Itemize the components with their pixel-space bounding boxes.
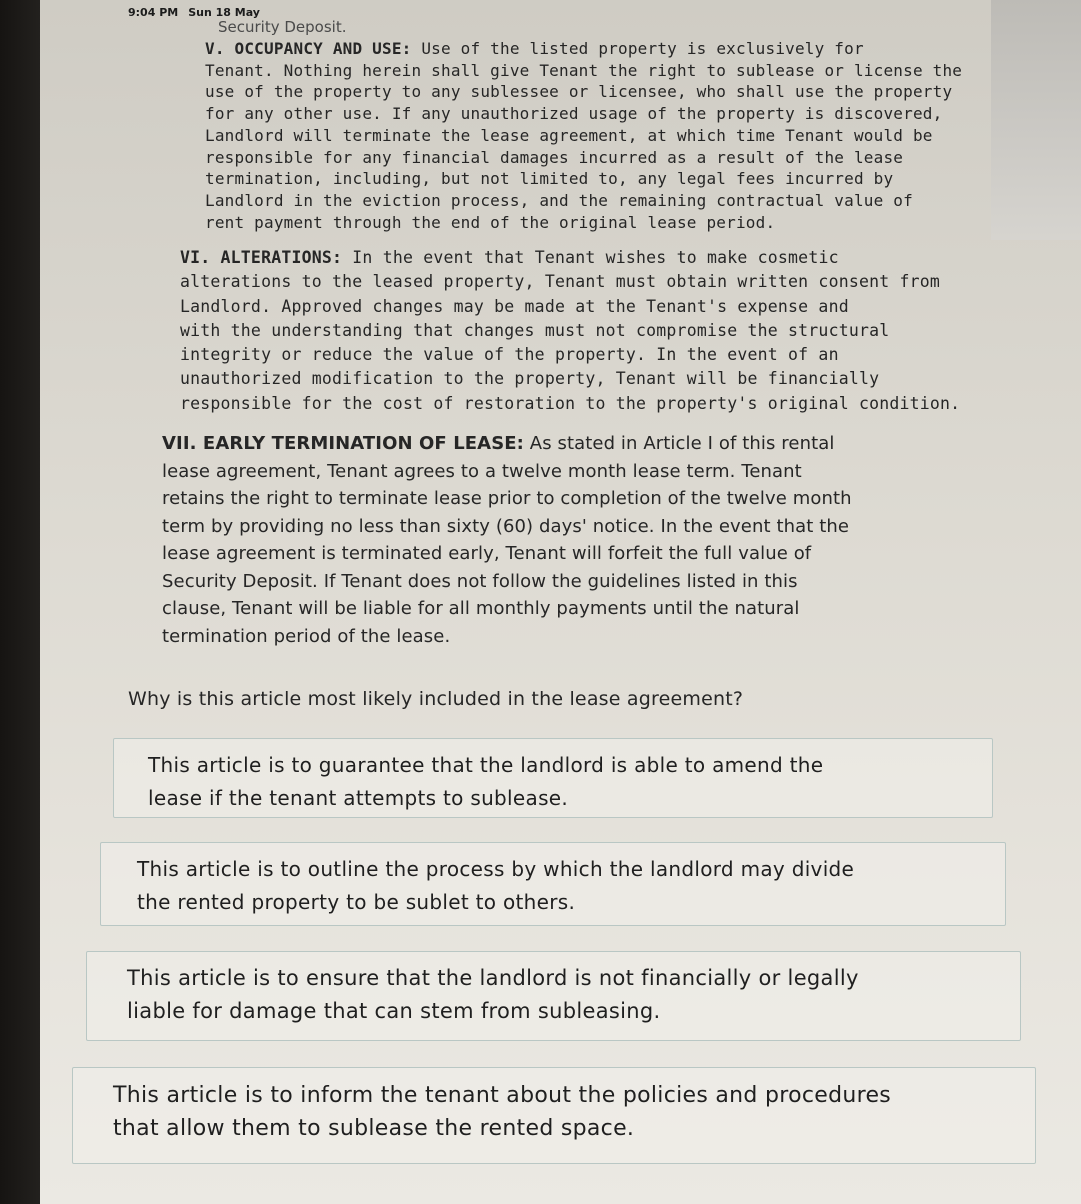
article-alterations — [180, 246, 960, 416]
passage-line: V. OCCUPANCY AND USE: Use of the listed property is exclusively for — [205, 39, 864, 58]
passage-line: term by providing no less than sixty (60) days' notice. In the event that the — [162, 515, 850, 537]
article-heading: VII. EARLY TERMINATION OF LEASE: — [162, 433, 524, 454]
passage-line: retains the right to terminate lease prior to completion of the twelve month — [162, 488, 852, 509]
passage-line: Landlord in the eviction process, and the remaining contractual value of — [205, 190, 913, 210]
passage-line: termination period of the lease. — [162, 625, 451, 647]
article-occupancy-and-use — [205, 38, 962, 233]
answer-option-text: This article is to inform the tenant about the policies and procedures that allow them to sublease the rented space. — [113, 1083, 892, 1141]
passage-line: use of the property to any sublessee or licensee, who shall use the property — [205, 82, 953, 102]
status-time: 9:04 PM — [128, 6, 179, 19]
article-heading: V. OCCUPANCY AND USE: — [205, 39, 412, 58]
passage-line: unauthorized modification to the property, Tenant will be financially — [180, 369, 880, 389]
answer-option-2[interactable] — [100, 842, 1006, 926]
answer-option-4[interactable] — [72, 1067, 1036, 1164]
passage-line: VI. ALTERATIONS: In the event that Tenant wishes to make cosmetic — [180, 248, 839, 267]
article-heading: VI. ALTERATIONS: — [180, 248, 343, 267]
background-surface — [991, 0, 1081, 240]
passage-line: lease agreement is terminated early, Tenant will forfeit the full value of — [162, 543, 812, 564]
answer-option-text: This article is to guarantee that the landlord is able to amend the lease if the tenant attempts to sublease. — [148, 753, 824, 810]
answer-option-1[interactable] — [113, 738, 993, 818]
question-prompt: Why is this article most likely included in the lease agreement? — [128, 688, 744, 710]
passage-line: rent payment through the end of the original lease period. — [205, 212, 776, 232]
passage-line: Tenant. Nothing herein shall give Tenant the right to sublease or license the — [205, 60, 963, 80]
status-date: Sun 18 May — [188, 6, 260, 19]
passage-line: Security Deposit. If Tenant does not follow the guidelines listed in this — [162, 570, 798, 592]
article-early-termination — [162, 430, 852, 650]
passage-line: clause, Tenant will be liable for all monthly payments until the natural — [162, 598, 800, 619]
passage-line: integrity or reduce the value of the property. In the event of an — [180, 345, 839, 365]
passage-header: Security Deposit. — [218, 18, 347, 36]
passage-line: Landlord. Approved changes may be made at the Tenant's expense and — [180, 296, 849, 316]
answer-option-3[interactable] — [86, 951, 1021, 1041]
passage-line: with the understanding that changes must not compromise the structural — [180, 320, 890, 340]
passage-line: termination, including, but not limited to, any legal fees incurred by — [205, 169, 894, 189]
passage-line: responsible for the cost of restoration to the property's original condition. — [180, 393, 961, 413]
answer-option-text: This article is to ensure that the landlord is not financially or legally liable for damage that can stem from subleasing. — [127, 966, 859, 1023]
passage-line: lease agreement, Tenant agrees to a twelve month lease term. Tenant — [162, 460, 802, 482]
answer-option-text: This article is to outline the process by which the landlord may divide the rented property to be sublet to others. — [137, 857, 855, 914]
passage-line: VII. EARLY TERMINATION OF LEASE: As stated in Article I of this rental — [162, 433, 835, 454]
passage-line: responsible for any financial damages incurred as a result of the lease — [205, 147, 904, 167]
passage-line: Landlord will terminate the lease agreement, at which time Tenant would be — [205, 125, 933, 145]
passage-line: for any other use. If any unauthorized usage of the property is discovered, — [205, 104, 943, 124]
passage-line: alterations to the leased property, Tenant must obtain written consent from — [180, 272, 941, 292]
